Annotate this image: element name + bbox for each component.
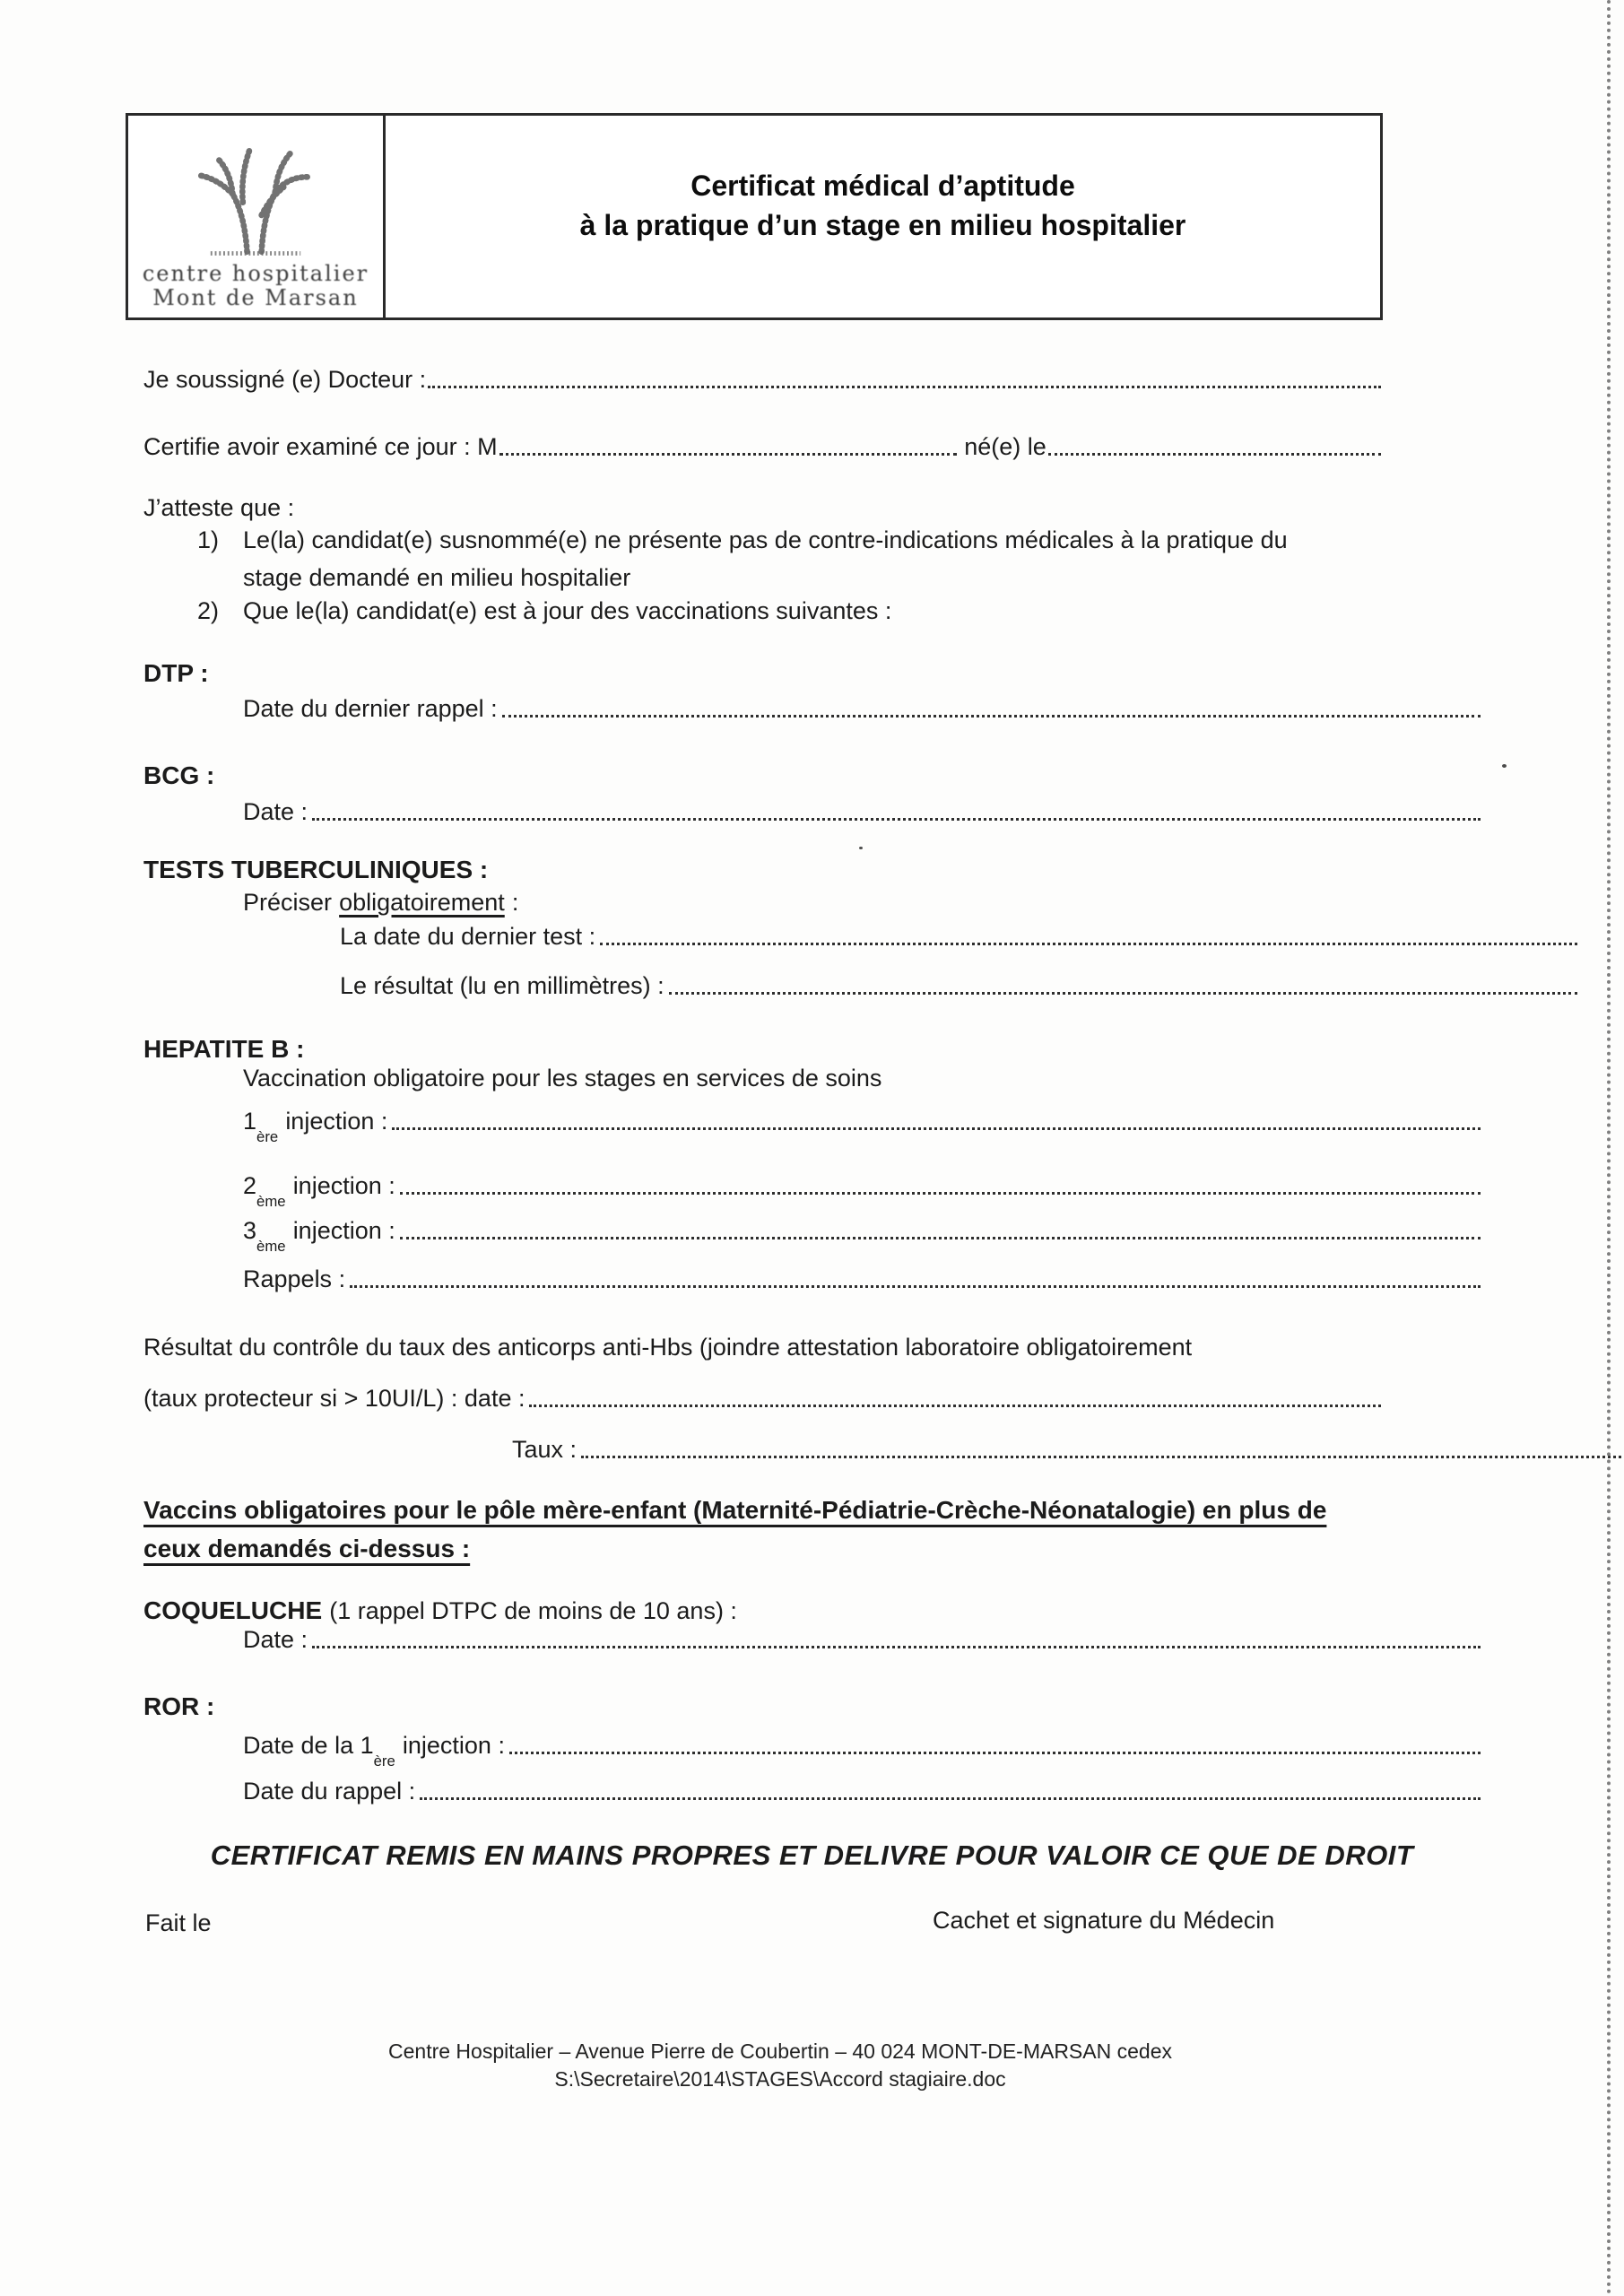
page-title-line2: à la pratique d’un stage en milieu hospitalier (579, 208, 1186, 241)
cachet-signature-label: Cachet et signature du Médecin (933, 1907, 1275, 1934)
coqueluche-date-line: Date : (143, 1623, 1481, 1656)
dotted-line (400, 1192, 1481, 1195)
dotted-line (509, 1752, 1481, 1754)
dotted-line (312, 818, 1481, 821)
doctor-label: Je soussigné (e) Docteur : (143, 366, 427, 393)
ror-rappel-line: Date du rappel : (143, 1775, 1481, 1807)
dotted-line (392, 1127, 1481, 1130)
exam-date-line (143, 430, 1381, 463)
hepatitis-b-injection-3-line: 3 ème injection : (143, 1214, 1481, 1247)
dotted-line (581, 1456, 1624, 1458)
dtp-section-title: DTP : (143, 659, 209, 687)
tuberculin-last-test-line: La date du dernier test : (143, 920, 1577, 952)
attestation-item-2: 2) Que le(la) candidat(e) est à jour des vaccinations suivantes : (143, 595, 1435, 627)
exam-label: Certifie avoir examiné ce jour : M (143, 433, 498, 460)
dotted-line (1048, 453, 1381, 456)
page-title-line1: Certificat médical d’aptitude (690, 169, 1075, 202)
ror-section-title: ROR : (143, 1692, 215, 1720)
dotted-line (350, 1285, 1481, 1288)
scan-edge-artifact (1607, 0, 1611, 2296)
hepatitis-b-injection-1-line: 1 ère injection : (143, 1105, 1481, 1137)
footer-address: Centre Hospitalier – Avenue Pierre de Coubertin – 40 024 MONT-DE-MARSAN cedex (388, 2039, 1172, 2063)
hospital-logo-tree-icon (163, 135, 348, 262)
scan-speck (859, 847, 863, 849)
closing-statement: CERTIFICAT REMIS EN MAINS PROPRES ET DELIVRE POUR VALOIR CE QUE DE DROIT (210, 1839, 1414, 1871)
dotted-line (669, 992, 1577, 995)
born-label: né(e) le (964, 433, 1046, 460)
antibodies-date-line: (taux protecteur si > 10UI/L) : date : (143, 1382, 1381, 1414)
hepatitis-b-rappels-line: Rappels : (143, 1263, 1481, 1295)
dotted-line (499, 453, 957, 456)
hepatitis-b-injection-2-line: 2 ème injection : (143, 1170, 1481, 1202)
tuberculin-result-line: Le résultat (lu en millimètres) : (143, 970, 1577, 1002)
header-box (126, 113, 1383, 320)
mother-child-heading-line-1: Vaccins obligatoires pour le pôle mère-enfant (Maternité-Pédiatrie-Crèche-Néonatalogie) en plus de (143, 1496, 1327, 1524)
tuberculin-preciser-line: Préciser obligatoirement : (143, 886, 1481, 918)
dotted-line (600, 943, 1577, 945)
dotted-line (420, 1797, 1481, 1800)
ror-first-injection-line: Date de la 1 ère injection : (143, 1729, 1481, 1761)
hepatitis-b-subtitle: Vaccination obligatoire pour les stages en services de soins (243, 1065, 882, 1091)
mother-child-heading-line-2: ceux demandés ci-dessus : (143, 1535, 471, 1562)
antibodies-line-1: Résultat du contrôle du taux des anticorps anti-Hbs (joindre attestation laboratoire obligatoirement (143, 1334, 1193, 1361)
logo-caption-line1: centre hospitalier (142, 261, 369, 286)
attestation-item-1-line-2: stage demandé en milieu hospitalier (243, 564, 631, 591)
bcg-section-title: BCG : (143, 761, 215, 789)
bcg-date-line: Date : (143, 796, 1481, 828)
item-number: 2) (197, 597, 220, 624)
dotted-line (428, 386, 1381, 388)
doctor-name-line (143, 363, 1381, 396)
dotted-line (502, 715, 1481, 718)
footer (0, 2038, 1560, 2093)
antibodies-taux-line: Taux : (143, 1433, 1624, 1465)
title-cell (386, 116, 1380, 317)
underlined-word: obligatoirement (339, 889, 505, 916)
hospital-logo-cell (128, 116, 386, 317)
dotted-line (312, 1646, 1481, 1648)
dotted-line (400, 1237, 1481, 1239)
dtp-date-line: Date du dernier rappel : (143, 692, 1481, 725)
item-number: 1) (197, 526, 220, 553)
hepatitis-b-section-title: HEPATITE B : (143, 1035, 305, 1063)
attestation-heading: J’atteste que : (143, 494, 295, 521)
tuberculin-section-title: TESTS TUBERCULINIQUES : (143, 856, 489, 883)
coqueluche-section-title: COQUELUCHE (1 rappel DTPC de moins de 10 ans) : (143, 1596, 737, 1624)
dotted-line (529, 1405, 1381, 1407)
logo-caption-line2: Mont de Marsan (152, 285, 359, 310)
attestation-item-1-line-1: 1) Le(la) candidat(e) susnommé(e) ne présente pas de contre-indications médicales à la pratique du (143, 524, 1435, 556)
footer-file-path: S:\Secretaire\2014\STAGES\Accord stagiaire.doc (554, 2067, 1006, 2091)
scan-speck (1502, 764, 1507, 768)
fait-le-label: Fait le (145, 1909, 212, 1936)
